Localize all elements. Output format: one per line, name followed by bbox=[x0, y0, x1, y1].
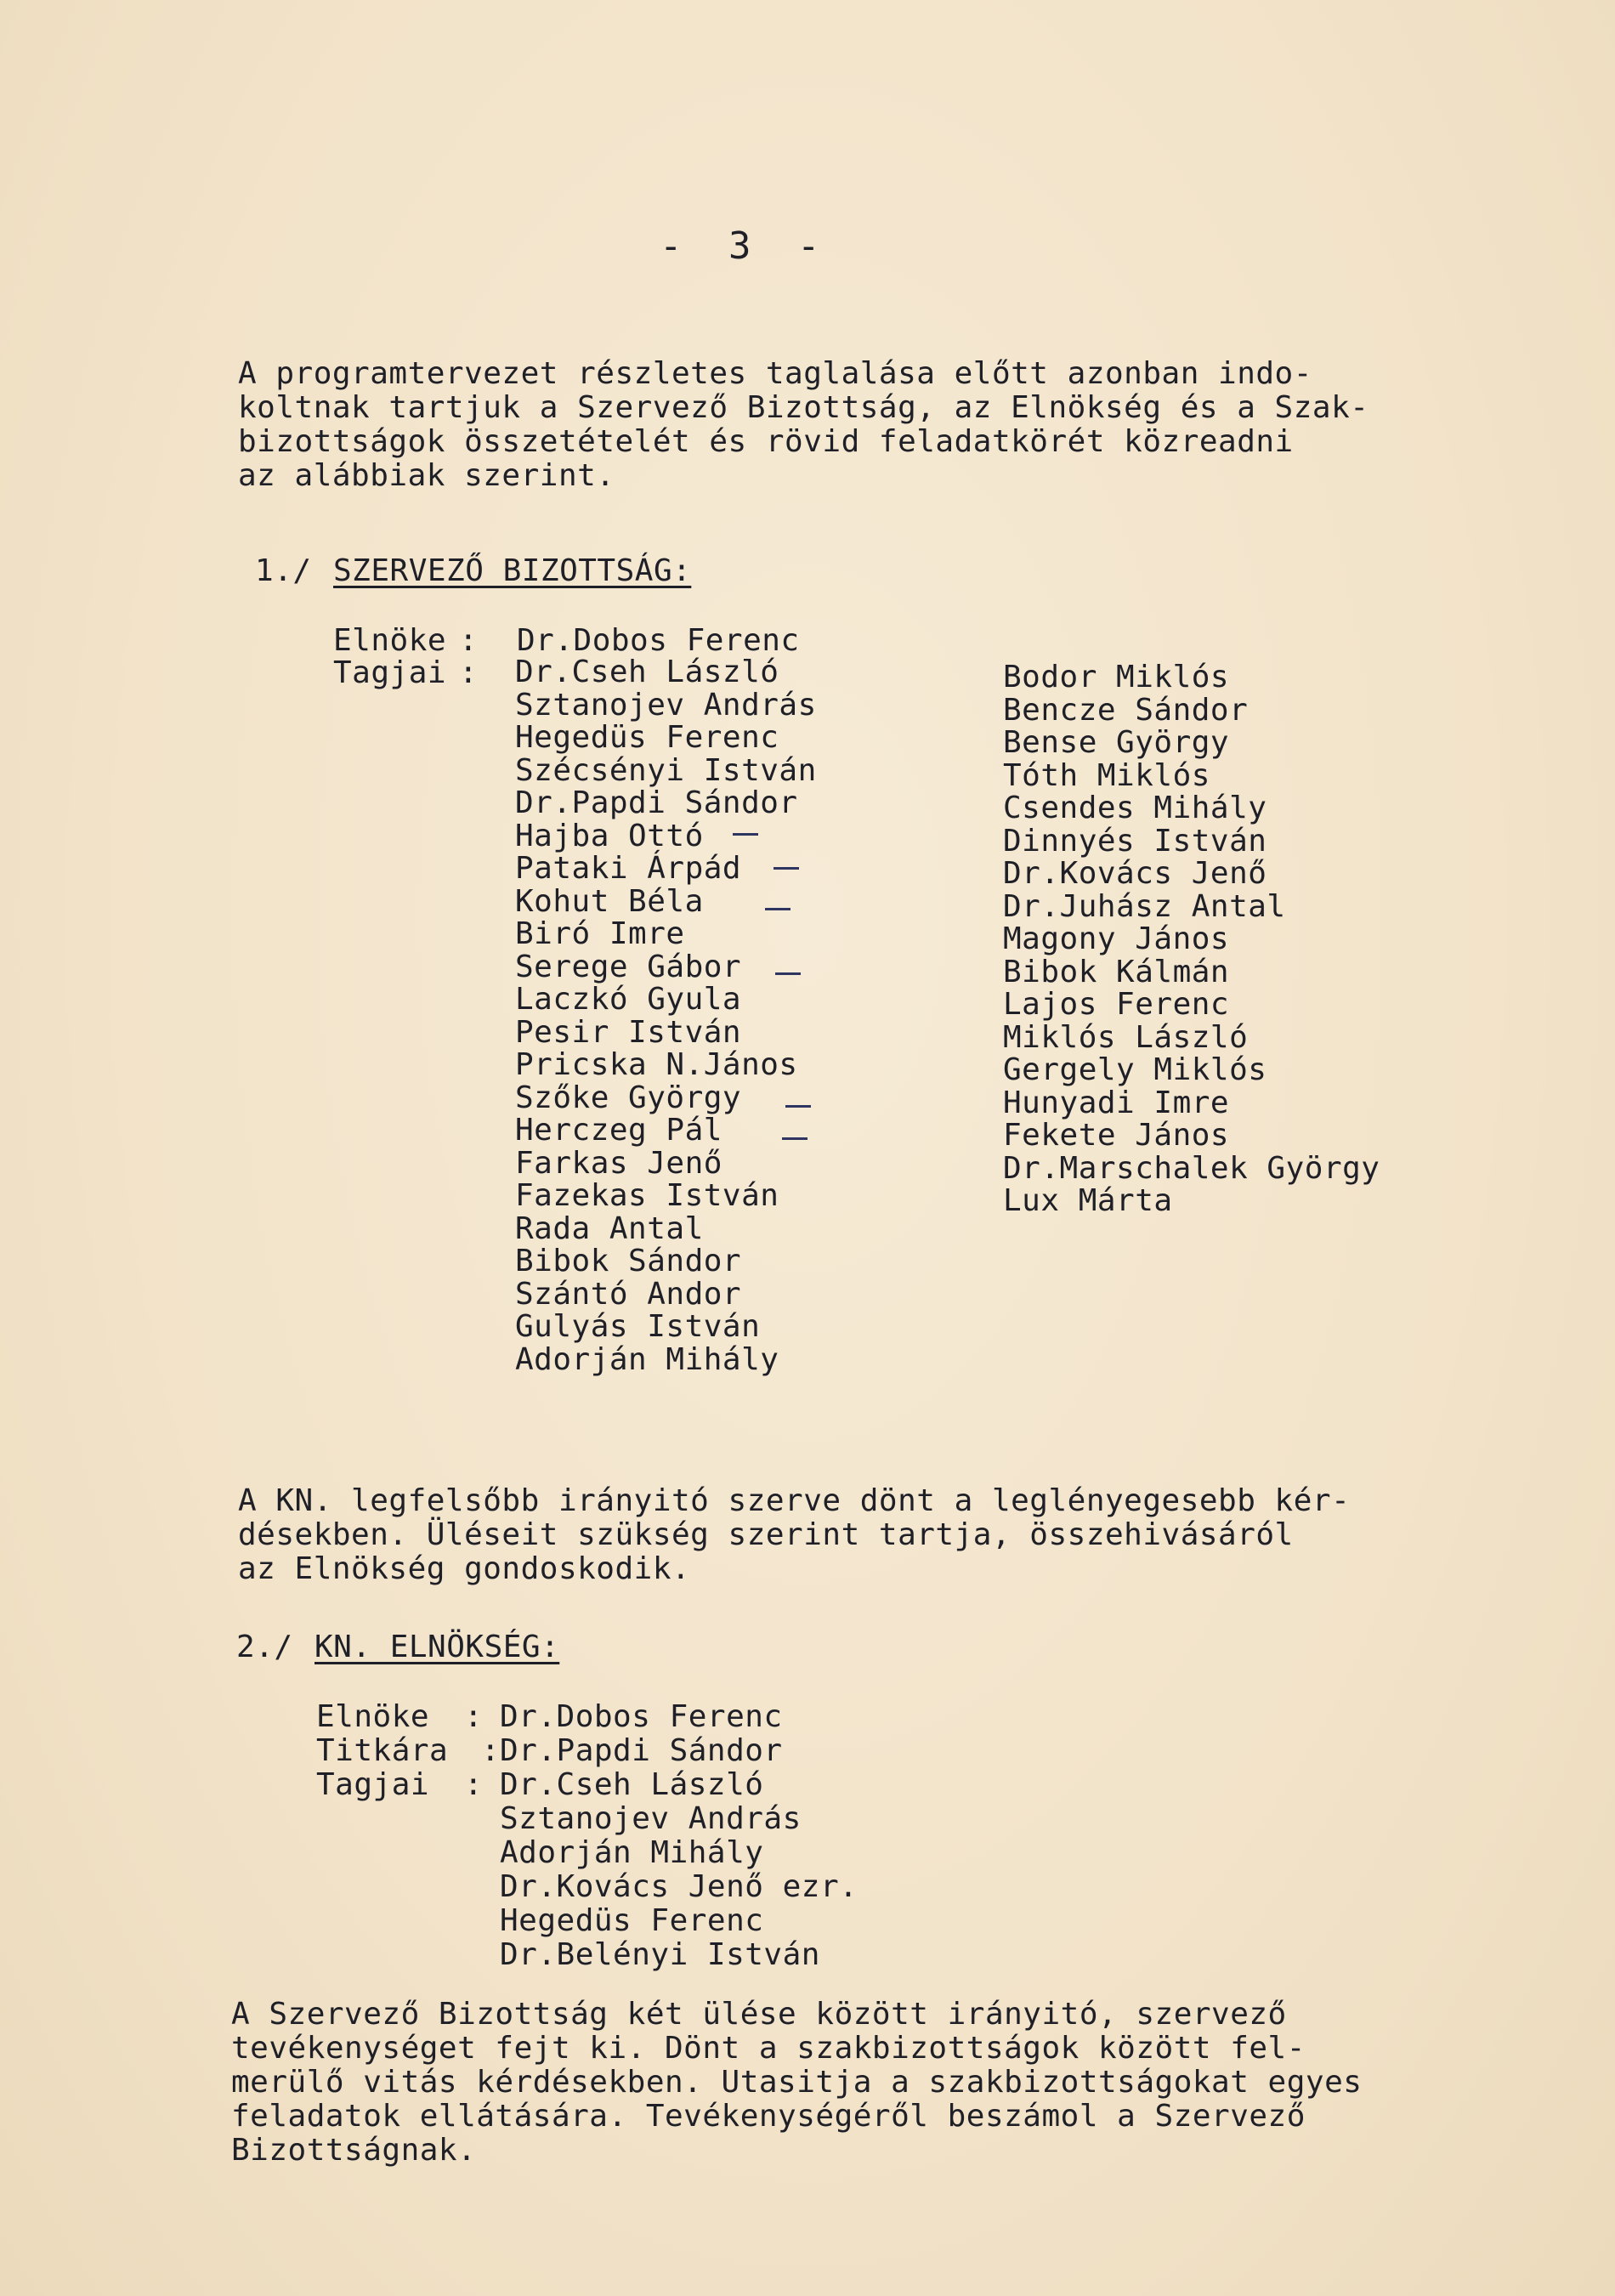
s2-row-label: Elnöke bbox=[316, 1699, 430, 1734]
para3-line-1: A Szervező Bizottság két ülése között irányitó, szervező bbox=[231, 1997, 1287, 2032]
member-item: Pataki Árpád bbox=[515, 851, 742, 886]
pen-mark bbox=[774, 867, 799, 870]
intro-line-1: A programtervezet részletes taglalása előtt azonban indo- bbox=[238, 356, 1312, 391]
member-item: Dr.Marschalek György bbox=[1003, 1150, 1380, 1186]
member-item: Bibok Kálmán bbox=[1003, 954, 1230, 989]
pen-mark bbox=[782, 1137, 808, 1140]
member-item: Fazekas István bbox=[515, 1178, 779, 1213]
para3-line-3: merülő vitás kérdésekben. Utasitja a szakbizottságokat egyes bbox=[231, 2065, 1363, 2100]
member-item: Hunyadi Imre bbox=[1003, 1085, 1230, 1120]
member-item: Gergely Miklós bbox=[1003, 1052, 1267, 1087]
member-item: Magony János bbox=[1003, 921, 1230, 956]
elnoke-label: Elnöke bbox=[333, 623, 447, 658]
s2-row-value: Dr.Dobos Ferenc bbox=[500, 1699, 783, 1734]
s2-row-sep: : bbox=[464, 1699, 484, 1734]
member-item: Hegedüs Ferenc bbox=[515, 720, 779, 755]
member-item: Dinnyés István bbox=[1003, 823, 1267, 859]
para2-line-1: A KN. legfelsőbb irányitó szerve dönt a leglényegesebb kér- bbox=[238, 1483, 1351, 1518]
member-item: Szécsényi István bbox=[515, 752, 817, 788]
pen-mark bbox=[775, 972, 801, 975]
member-item: Szőke György bbox=[515, 1080, 742, 1115]
section1-number: 1./ bbox=[255, 553, 312, 588]
member-item: Bibok Sándor bbox=[515, 1244, 742, 1278]
member-item: Dr.Kovács Jenő ezr. bbox=[500, 1869, 858, 1904]
s2-row-value: Dr.Papdi Sándor bbox=[500, 1733, 783, 1768]
member-item: Bencze Sándor bbox=[1003, 692, 1249, 728]
member-item: Tóth Miklós bbox=[1003, 757, 1210, 793]
member-item: Szántó Andor bbox=[515, 1276, 742, 1312]
tagjai-label: Tagjai bbox=[333, 655, 447, 690]
member-item: Kohut Béla bbox=[515, 883, 704, 919]
section2-heading: KN. ELNÖKSÉG: bbox=[314, 1630, 560, 1664]
member-item: Biró Imre bbox=[515, 916, 685, 951]
s2-row-label: Titkára bbox=[316, 1733, 449, 1768]
tagjai-separator: : bbox=[459, 655, 479, 690]
member-item: Lux Márta bbox=[1003, 1183, 1173, 1218]
section1-heading: SZERVEZŐ BIZOTTSÁG: bbox=[333, 553, 692, 588]
member-item: Dr.Papdi Sándor bbox=[515, 785, 798, 820]
member-item: Miklós László bbox=[1003, 1019, 1249, 1055]
member-item: Serege Gábor bbox=[515, 949, 742, 984]
intro-line-4: az alábbiak szerint. bbox=[238, 458, 615, 493]
member-item: Adorján Mihály bbox=[515, 1341, 779, 1377]
member-item: Laczkó Gyula bbox=[515, 982, 742, 1017]
member-item: Bense György bbox=[1003, 725, 1230, 760]
para2-line-3: az Elnökség gondoskodik. bbox=[238, 1551, 691, 1586]
pen-mark bbox=[733, 833, 758, 836]
member-item: Pricska N.János bbox=[515, 1047, 798, 1082]
member-item: Gulyás István bbox=[515, 1309, 761, 1344]
para3-line-5: Bizottságnak. bbox=[231, 2133, 477, 2168]
s2-row-sep: : bbox=[481, 1733, 501, 1768]
member-item: Dr.Kovács Jenő bbox=[1003, 856, 1267, 891]
s2-row-value: Dr.Cseh László bbox=[500, 1767, 764, 1802]
member-item: Fekete János bbox=[1003, 1118, 1230, 1153]
section2-number: 2./ bbox=[236, 1630, 293, 1664]
member-item: Sztanojev András bbox=[515, 687, 817, 723]
member-item: Adorján Mihály bbox=[500, 1835, 764, 1870]
elnoke-separator: : bbox=[459, 623, 479, 658]
pen-mark bbox=[785, 1105, 811, 1108]
member-item: Csendes Mihály bbox=[1003, 791, 1267, 825]
s2-row-label: Tagjai bbox=[316, 1767, 430, 1802]
intro-line-3: bizottságok összetételét és rövid feladatkörét közreadni bbox=[238, 424, 1294, 459]
member-item: Dr.Belényi István bbox=[500, 1937, 820, 1972]
para3-line-4: feladatok ellátására. Tevékenységéről beszámol a Szervező bbox=[231, 2099, 1306, 2134]
elnoke-value: Dr.Dobos Ferenc bbox=[517, 623, 800, 658]
members-left-column bbox=[515, 656, 817, 1376]
member-item: Hajba Ottó bbox=[515, 818, 704, 853]
member-item: Herczeg Pál bbox=[515, 1113, 722, 1148]
members-right-column bbox=[1003, 661, 1380, 1218]
s2-row-sep: : bbox=[464, 1767, 484, 1802]
member-item: Bodor Miklós bbox=[1003, 660, 1230, 694]
page-number: - 3 - bbox=[660, 224, 832, 268]
member-item: Hegedüs Ferenc bbox=[500, 1903, 764, 1938]
member-item: Dr.Juhász Antal bbox=[1003, 888, 1286, 924]
section2-members bbox=[500, 1802, 858, 1972]
member-item: Dr.Cseh László bbox=[515, 655, 779, 689]
member-item: Pesir István bbox=[515, 1014, 742, 1050]
para3-line-2: tevékenységet fejt ki. Dönt a szakbizottságok között fel- bbox=[231, 2031, 1306, 2066]
member-item: Lajos Ferenc bbox=[1003, 987, 1230, 1022]
member-item: Farkas Jenő bbox=[515, 1145, 722, 1181]
para2-line-2: désekben. Üléseit szükség szerint tartja, összehivásáról bbox=[238, 1517, 1294, 1552]
member-item: Sztanojev András bbox=[500, 1801, 802, 1836]
member-item: Rada Antal bbox=[515, 1210, 704, 1246]
pen-mark bbox=[765, 908, 790, 910]
intro-line-2: koltnak tartjuk a Szervező Bizottság, az Elnökség és a Szak- bbox=[238, 390, 1369, 425]
